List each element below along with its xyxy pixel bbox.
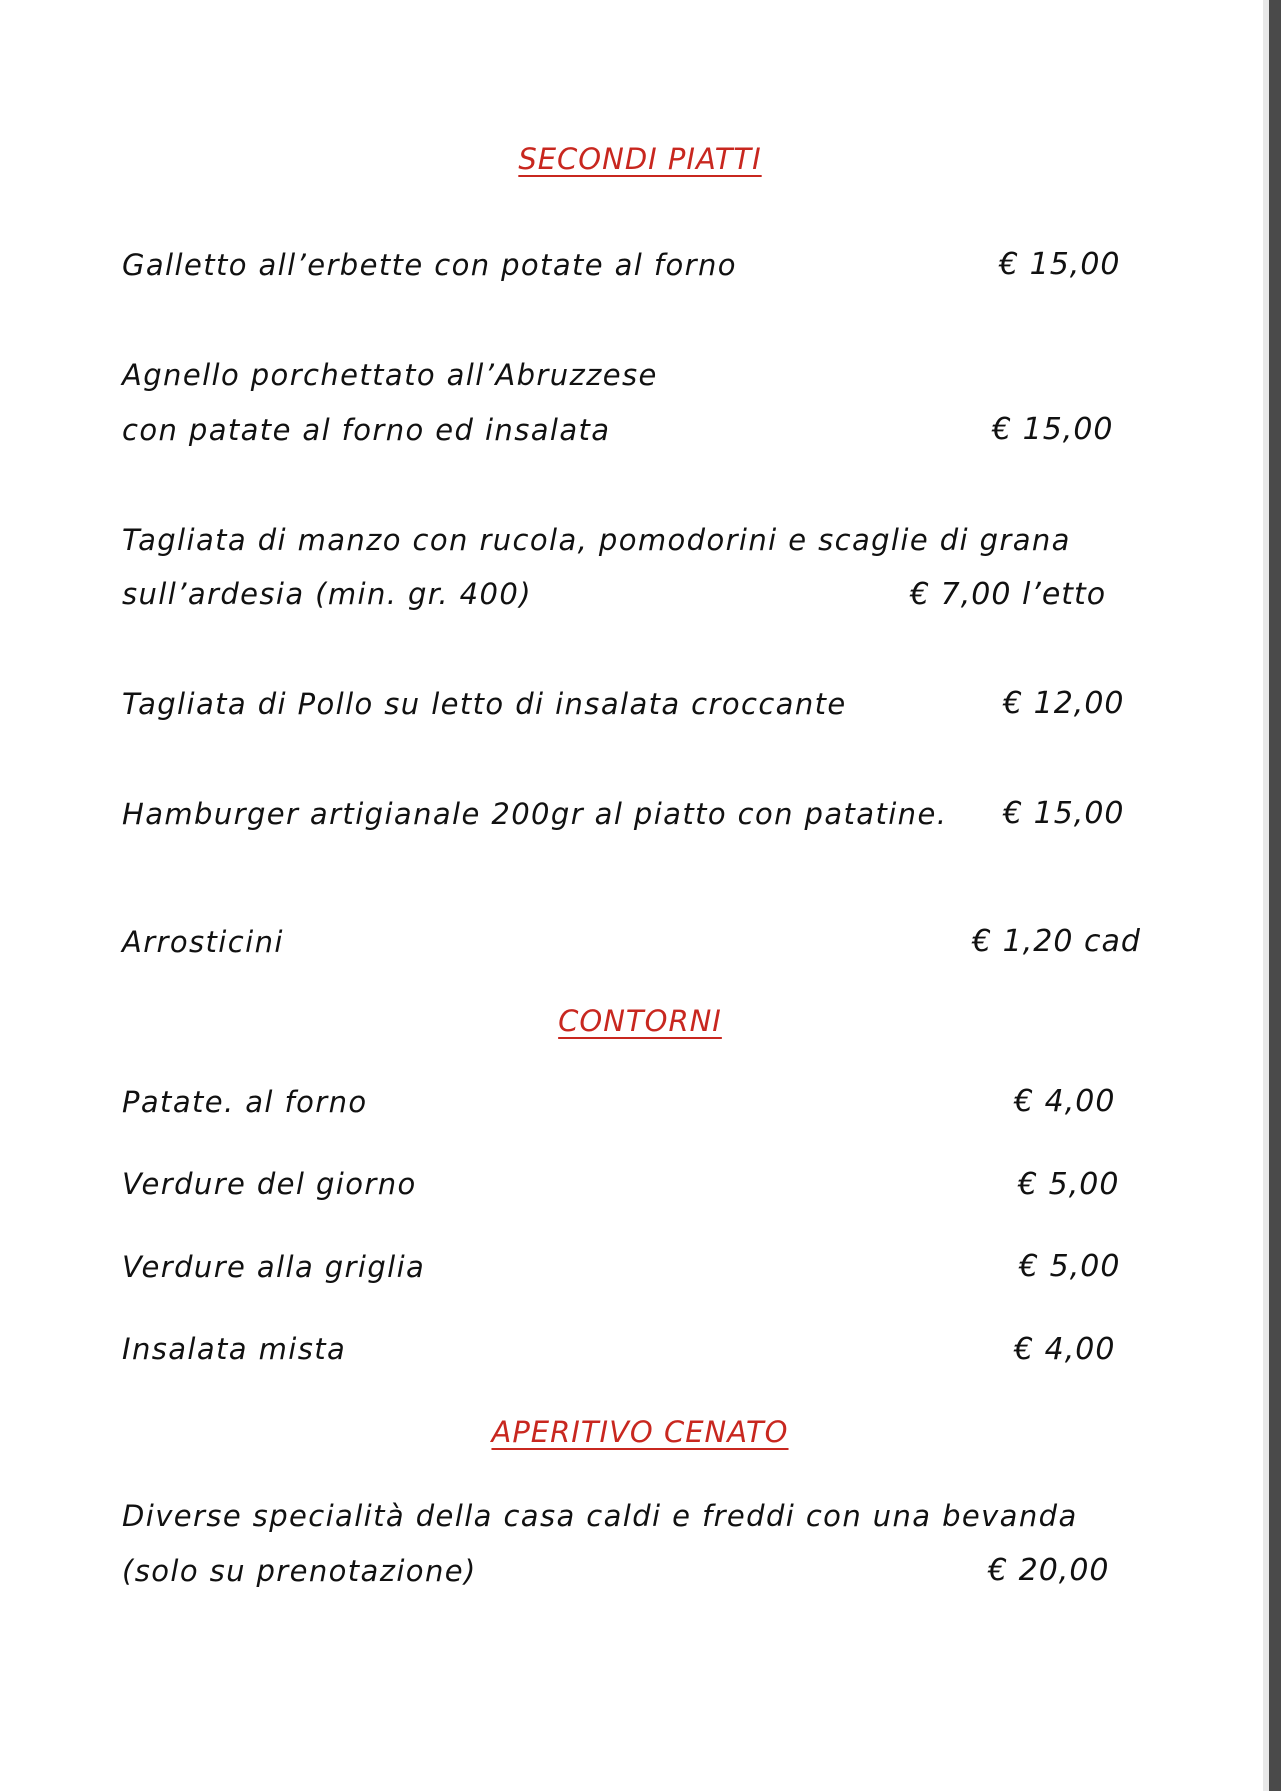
section-heading-contorni: CONTORNI: [558, 1004, 722, 1038]
menu-item-name: Arrosticini: [122, 925, 284, 959]
menu-item-price: € 7,00 l’etto: [910, 577, 1107, 612]
menu-item-name: Agnello porchettato all’Abruzzese: [122, 358, 658, 392]
menu-item-name: Verdure alla griglia: [122, 1250, 426, 1284]
menu-item-name: Tagliata di manzo con rucola, pomodorini e scaglie di grana: [122, 523, 1071, 557]
menu-item-name: Insalata mista: [122, 1332, 347, 1366]
menu-item-price: € 12,00: [1003, 686, 1125, 721]
menu-item-name-line2: (solo su prenotazione): [122, 1554, 477, 1588]
menu-item-price: € 5,00: [1018, 1167, 1120, 1202]
menu-item-price: € 15,00: [992, 412, 1114, 447]
menu-item-name: Galletto all’erbette con potate al forno: [122, 248, 737, 282]
menu-item-name: Tagliata di Pollo su letto di insalata croccante: [122, 687, 847, 721]
menu-item-price: € 1,20 cad: [972, 924, 1141, 959]
menu-item-name-line2: con patate al forno ed insalata: [122, 413, 611, 447]
page-edge: [1269, 0, 1281, 1791]
menu-item-price: € 4,00: [1014, 1084, 1116, 1119]
menu-item-name: Patate. al forno: [122, 1085, 368, 1119]
section-heading-aperitivo-cenato: APERITIVO CENATO: [491, 1415, 789, 1449]
menu-item-price: € 20,00: [988, 1553, 1110, 1588]
menu-item-price: € 15,00: [1003, 796, 1125, 831]
section-heading-secondi-piatti: SECONDI PIATTI: [518, 142, 762, 176]
menu-item-name: Hamburger artigianale 200gr al piatto con patatine.: [122, 797, 948, 831]
menu-item-name: Diverse specialità della casa caldi e freddi con una bevanda: [122, 1499, 1078, 1533]
menu-item-name: Verdure del giorno: [122, 1167, 417, 1201]
menu-item-name-line2: sull’ardesia (min. gr. 400): [122, 577, 532, 611]
menu-item-price: € 4,00: [1014, 1332, 1116, 1367]
menu-item-price: € 15,00: [999, 247, 1121, 282]
menu-item-price: € 5,00: [1019, 1249, 1121, 1284]
